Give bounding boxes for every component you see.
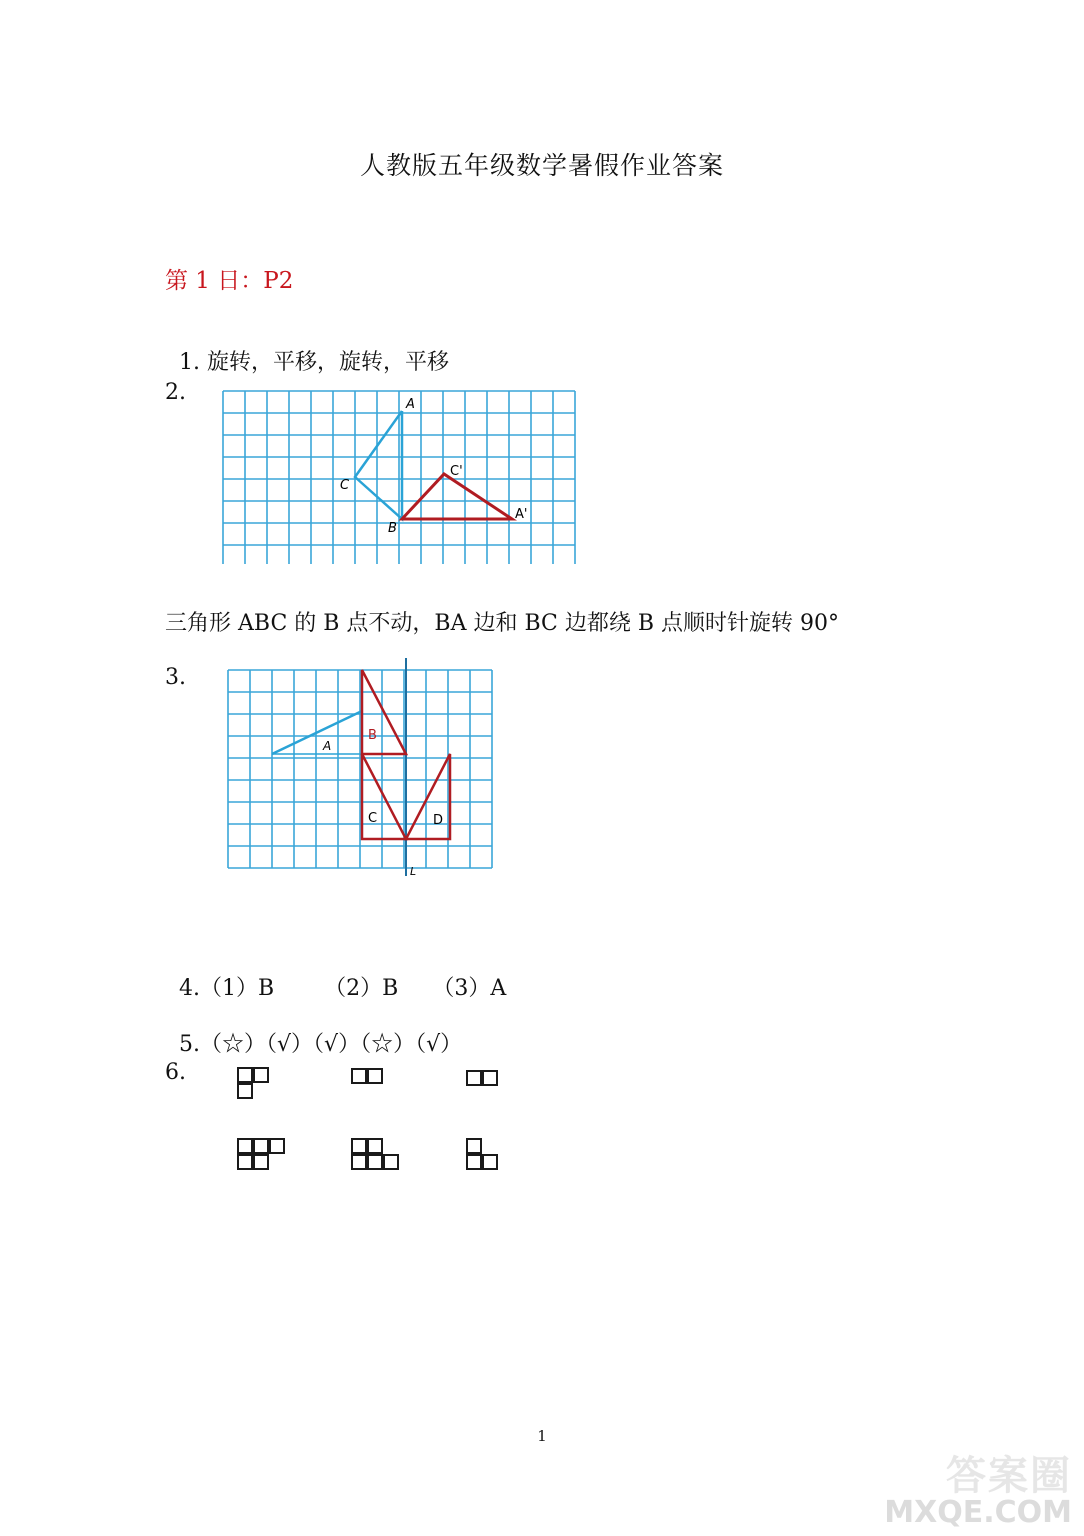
question-5-number: 5. xyxy=(179,1032,200,1057)
triangle-c xyxy=(362,754,406,839)
question-4-answer-2: （2）B xyxy=(324,976,399,1001)
triangle-rotated xyxy=(402,474,512,519)
question-5-answer-1: （☆） xyxy=(200,1032,267,1057)
page-number: 1 xyxy=(537,1427,547,1445)
question-2-number: 2. xyxy=(165,380,186,405)
grid-lines xyxy=(228,670,492,868)
triangle-abc xyxy=(355,411,402,519)
question-5-answer-3: （√） xyxy=(313,1032,361,1057)
page-title: 人教版五年级数学暑假作业答案 xyxy=(359,151,724,180)
question-4-answer-1: （1）B xyxy=(200,976,275,1001)
question-5-answer-2: （√） xyxy=(266,1032,314,1057)
symmetry-grid-figure xyxy=(225,656,500,881)
label-a: A xyxy=(406,397,415,412)
label-c-prime: C' xyxy=(450,464,463,479)
label-b: B xyxy=(368,728,377,743)
question-4-answer-3: （3）A xyxy=(432,976,507,1001)
watermark-url: MXQE.COM xyxy=(884,1495,1072,1530)
watermark-logo xyxy=(884,1444,1072,1530)
label-c: C xyxy=(368,811,378,826)
triangle-d xyxy=(406,754,450,839)
question-4 xyxy=(165,946,506,1002)
label-a-prime: A' xyxy=(515,507,528,522)
label-l: L xyxy=(410,865,417,878)
question-2-explanation: 三角形 ABC 的 B 点不动，BA 边和 BC 边都绕 B 点顺时针旋转 90° xyxy=(165,611,840,636)
question-1-answer: 旋转，平移，旋转，平移 xyxy=(207,350,450,375)
question-1 xyxy=(165,320,449,376)
question-4-number: 4. xyxy=(179,976,200,1001)
rotation-grid-figure xyxy=(220,388,582,564)
label-d: D xyxy=(433,813,444,828)
question-5-answer-4: （☆） xyxy=(360,1032,416,1057)
day-heading: 第 1 日：P2 xyxy=(165,268,294,294)
label-b: B xyxy=(388,521,397,536)
question-3-number: 3. xyxy=(165,665,186,690)
question-6-number: 6. xyxy=(165,1060,186,1085)
segment-a xyxy=(272,711,362,754)
question-5 xyxy=(165,1002,462,1058)
label-a: A xyxy=(323,739,332,753)
question-1-number: 1. xyxy=(179,350,200,375)
label-c: C xyxy=(340,478,350,493)
watermark-text: 答案圈 xyxy=(946,1453,1072,1499)
question-5-answer-5: （√） xyxy=(415,1032,463,1057)
